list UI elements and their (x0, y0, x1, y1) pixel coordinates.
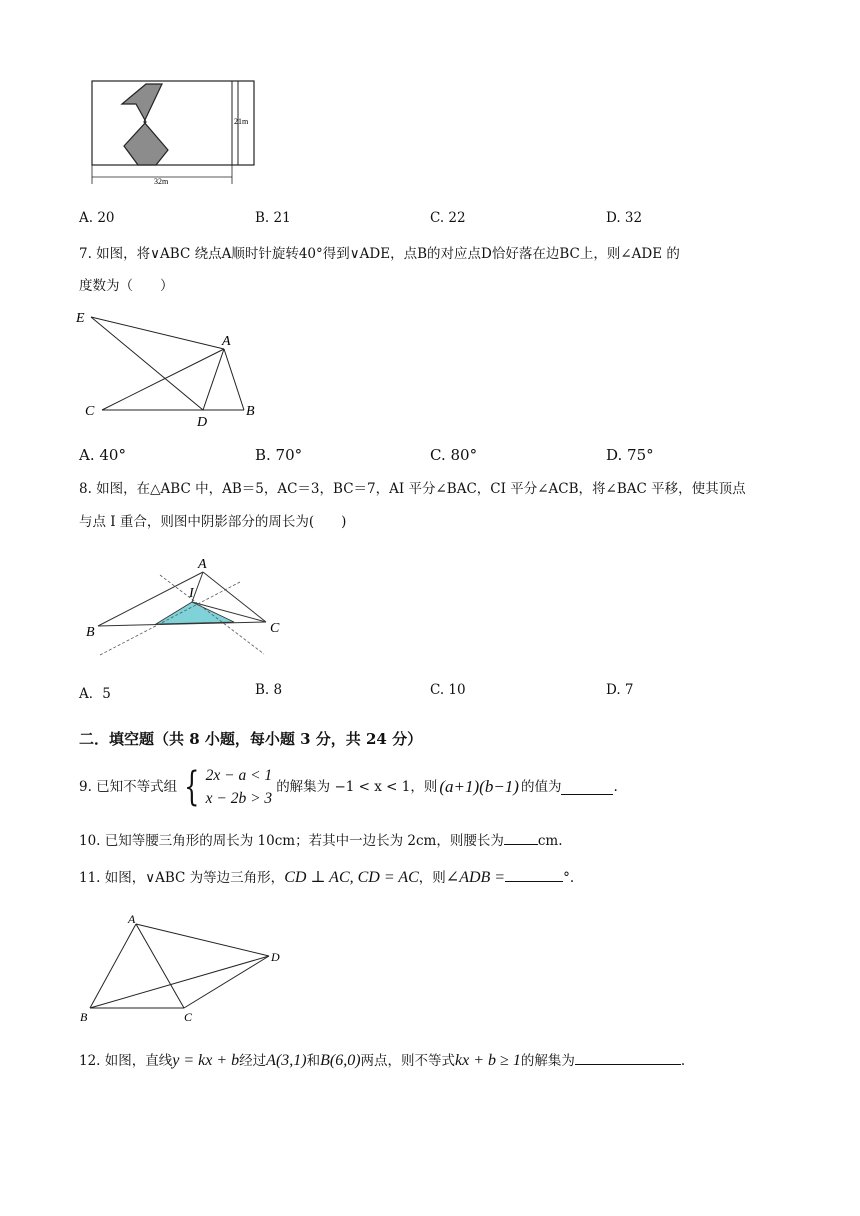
q9-suffix: 的值为 (520, 779, 562, 795)
q6-figure (86, 76, 266, 191)
q10-question (79, 829, 563, 851)
q8-option-d: D. 7 (606, 682, 634, 698)
q10-end: cm. (537, 833, 563, 849)
brace-icon: { (184, 764, 200, 810)
label-b: B (80, 1010, 88, 1024)
q11-prefix: 11. 如图，∨ABC 为等边三角形， (79, 870, 285, 886)
q12-mid2: 和 (306, 1053, 321, 1069)
q7-option-d: D. 75° (606, 446, 654, 464)
q11-answer-blank[interactable] (505, 866, 563, 882)
label-a: A (198, 557, 207, 572)
label-e: E (76, 311, 85, 326)
q9-inequality-1: 2x − a < 1 (205, 767, 273, 784)
q8-figure (80, 550, 290, 660)
q11-expression: ∠ADB = (445, 869, 506, 886)
q10-text: 10. 已知等腰三角形的周长为 10cm；若其中一边长为 2cm，则腰长为 (79, 833, 504, 849)
q11-condition: CD ⊥ AC, CD = AC (284, 869, 419, 886)
q6-option-c: C. 22 (430, 210, 466, 226)
label-d: D (271, 950, 280, 964)
q7-option-a: A. 40° (79, 446, 126, 464)
label-a: A (128, 912, 136, 926)
label-b: B (246, 404, 255, 419)
q12-inequality: kx + b ≥ 1 (455, 1052, 521, 1069)
q6-option-b: B. 21 (255, 210, 291, 226)
q9-end: . (613, 779, 618, 795)
label-d: D (197, 415, 208, 430)
q8-option-b: B. 8 (255, 682, 283, 698)
q11-mid: ，则 (418, 870, 446, 886)
q7-question-line2: 度数为（ ） (79, 278, 174, 294)
q12-question (79, 1049, 685, 1071)
label-i: I (189, 586, 194, 601)
q12-prefix: 12. 如图，直线 (79, 1053, 173, 1069)
label-a: A (222, 334, 231, 349)
q9-question (79, 762, 618, 812)
q10-answer-blank[interactable] (504, 829, 538, 845)
q6-option-d: D. 32 (606, 210, 643, 226)
height-label: 21m (234, 117, 249, 126)
q11-end: °. (563, 870, 575, 886)
q8-option-c: C. 10 (430, 682, 466, 698)
q12-suffix: 的解集为 (520, 1053, 575, 1069)
label-c: C (85, 404, 95, 419)
q9-answer-blank[interactable] (561, 779, 613, 795)
q11-question (79, 866, 574, 888)
q8-question-line1: 8. 如图，在△ABC 中，AB＝5，AC＝3，BC＝7，AI 平分∠BAC，CI 平分∠ACB，将∠BAC 平移，使其顶点 (79, 481, 746, 497)
q6-option-a: A. 20 (79, 210, 115, 226)
q8-option-a: A．5 (79, 686, 111, 702)
label-c: C (270, 621, 280, 636)
q12-line-expression: y = kx + b (172, 1052, 240, 1069)
q9-expression: (a+1)(b−1) (439, 777, 519, 796)
q7-option-c: C. 80° (430, 446, 478, 464)
q12-point-a: A(3,1) (266, 1052, 307, 1069)
q7-option-b: B. 70° (255, 446, 303, 464)
q12-end: . (680, 1053, 686, 1069)
q9-mid: 的解集为 −1 < x < 1，则 (276, 779, 438, 795)
q12-answer-blank[interactable] (575, 1049, 681, 1065)
width-label: 32m (154, 177, 169, 186)
q12-point-b: B(6,0) (320, 1052, 361, 1069)
q7-question-line1: 7. 如图，将∨ABC 绕点A顺时针旋转40°得到∨ADE，点B的对应点D恰好落在边BC上，则∠ADE 的 (79, 246, 680, 262)
zigzag-path-shape (122, 84, 168, 165)
q9-inequality-2: x − 2b > 3 (205, 790, 273, 807)
q9-prefix: 9. 已知不等式组 (79, 779, 178, 795)
q8-question-line2: 与点 I 重合，则图中阴影部分的周长为( ) (79, 514, 347, 530)
q11-figure (74, 910, 294, 1025)
q7-figure (74, 305, 264, 433)
q12-mid3: 两点，则不等式 (360, 1053, 456, 1069)
section-2-heading: 二．填空题（共 8 小题，每小题 3 分，共 24 分） (79, 730, 423, 748)
q12-mid1: 经过 (239, 1053, 267, 1069)
label-c: C (184, 1010, 193, 1024)
label-b: B (86, 625, 95, 640)
